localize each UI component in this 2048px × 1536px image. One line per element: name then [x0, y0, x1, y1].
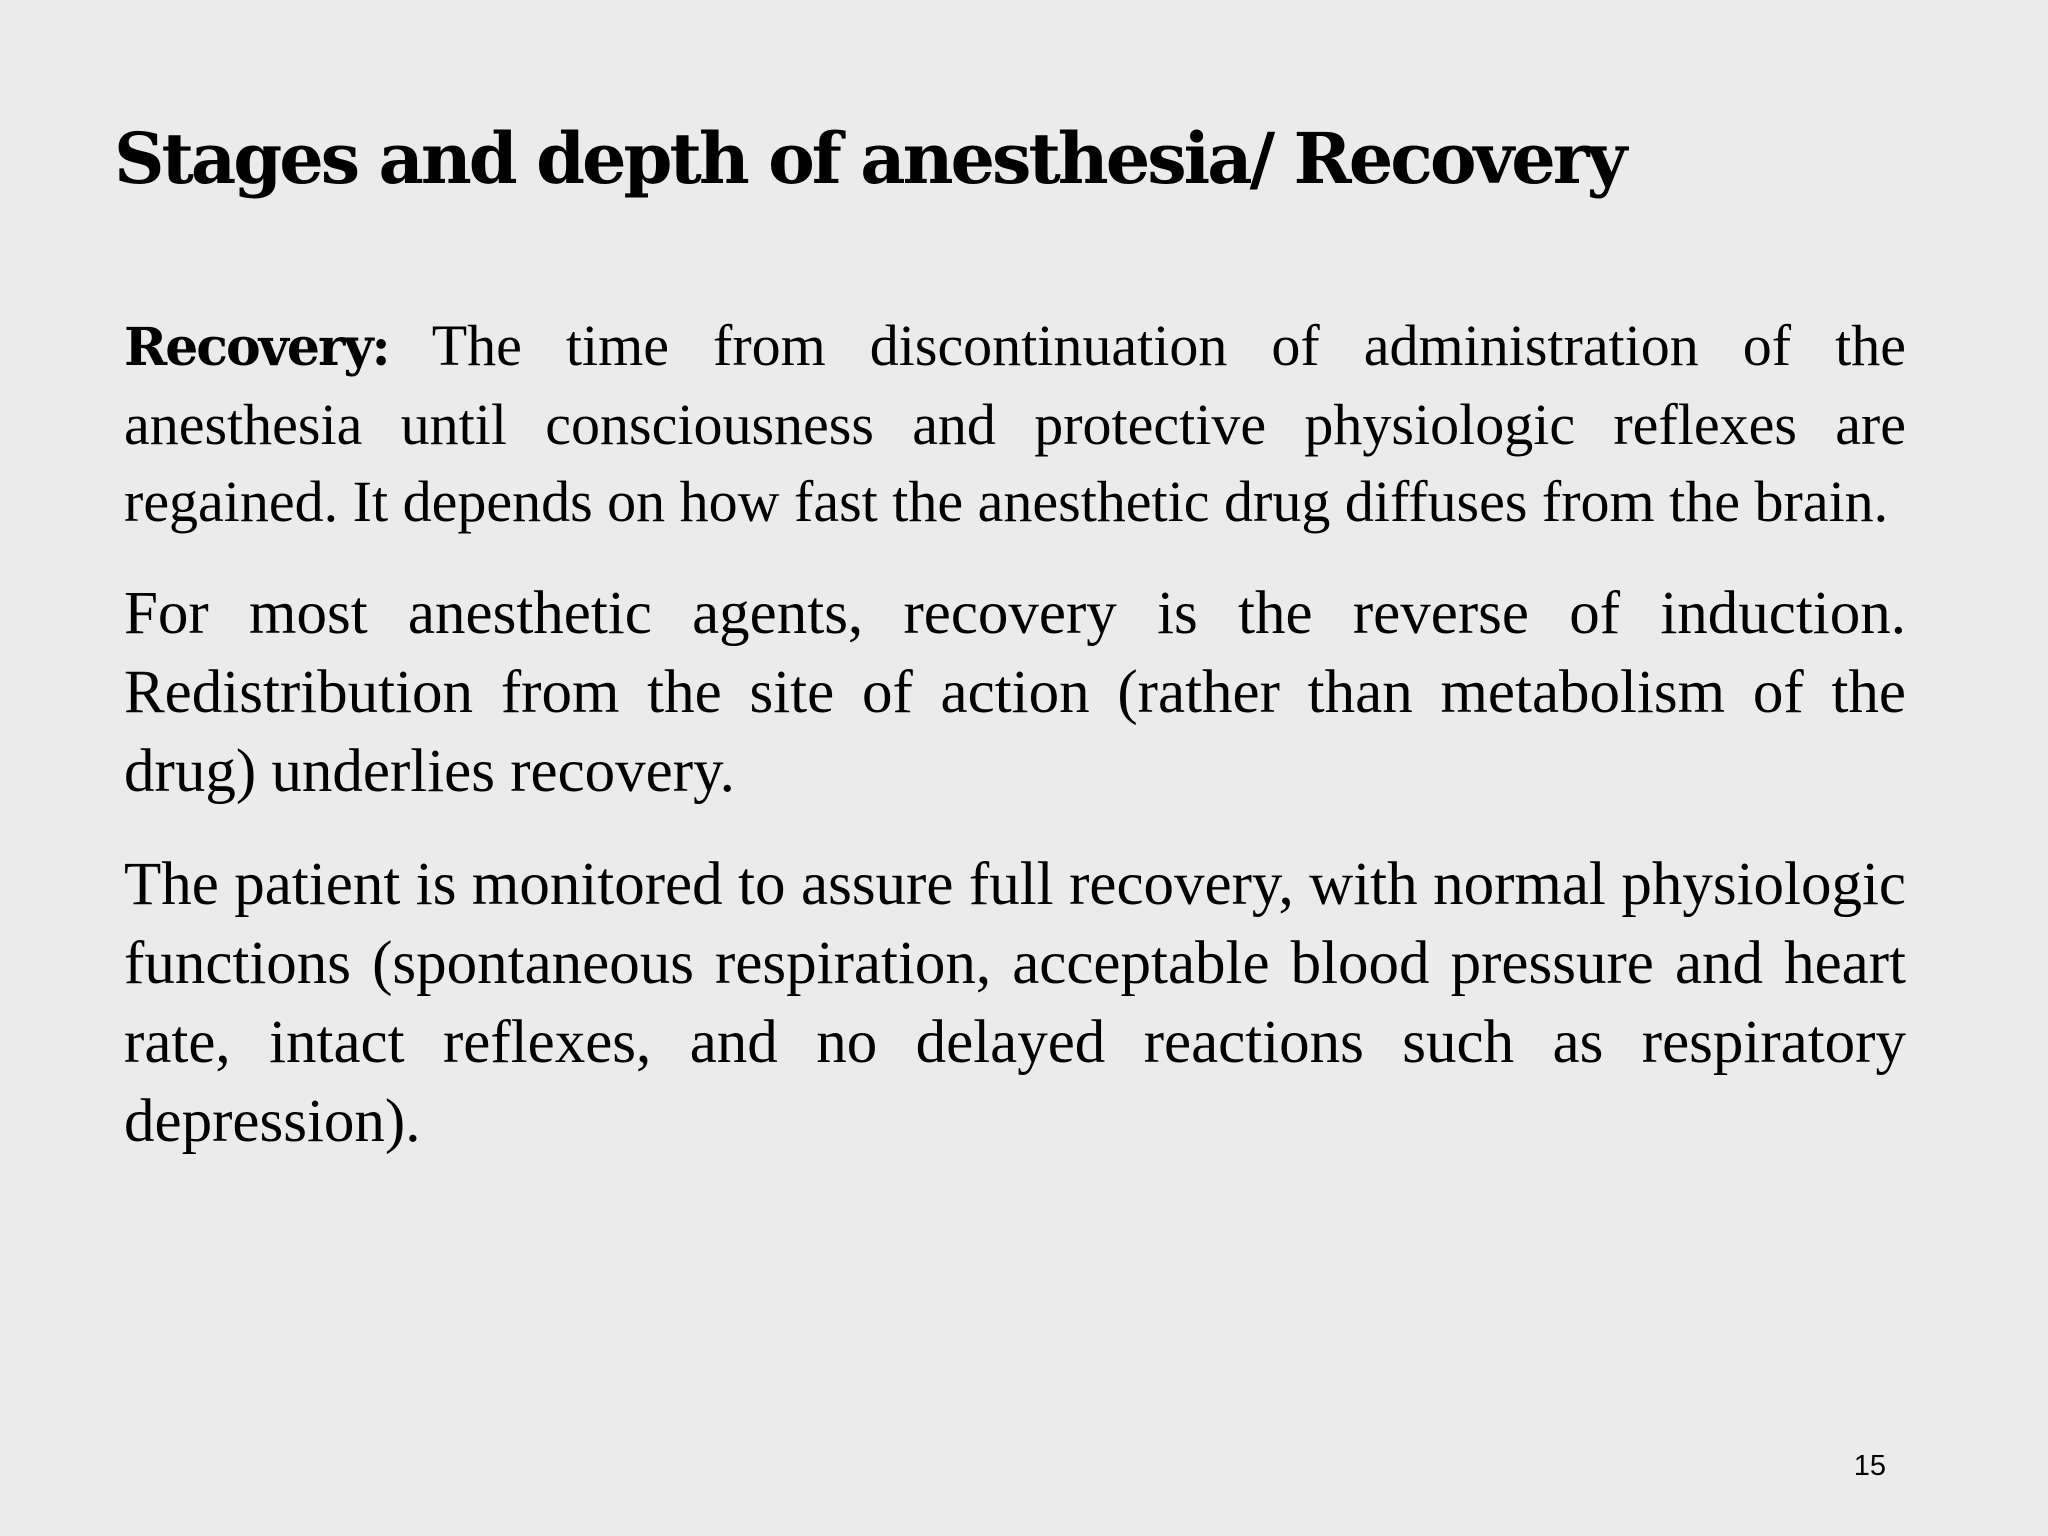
paragraph-monitoring: The patient is monitored to assure full recovery, with normal physiologic functions (spontaneous respiration, acceptable blood pressure and heart rate, intact reflexes, and no delayed reactions such as respiratory depression). [124, 851, 1906, 1155]
slide-body [124, 307, 1906, 1195]
paragraph-recovery-definition [124, 307, 1906, 540]
recovery-term: Recovery: [124, 317, 389, 378]
paragraph-redistribution: For most anesthetic agents, recovery is the reverse of induction. Redistribution from the site of action (rather than metabolism of the drug) underlies recovery. [124, 580, 1906, 805]
slide-title: Stages and depth of anesthesia/ Recovery [114, 117, 1625, 200]
recovery-definition-text: The time from discontinuation of administration of the anesthesia until consciousness and protective physiologic reflexes are regained. It depends on how fast the anesthetic drug diffuses from the brain. [124, 313, 1906, 534]
slide-number: 15 [1853, 1450, 1886, 1482]
